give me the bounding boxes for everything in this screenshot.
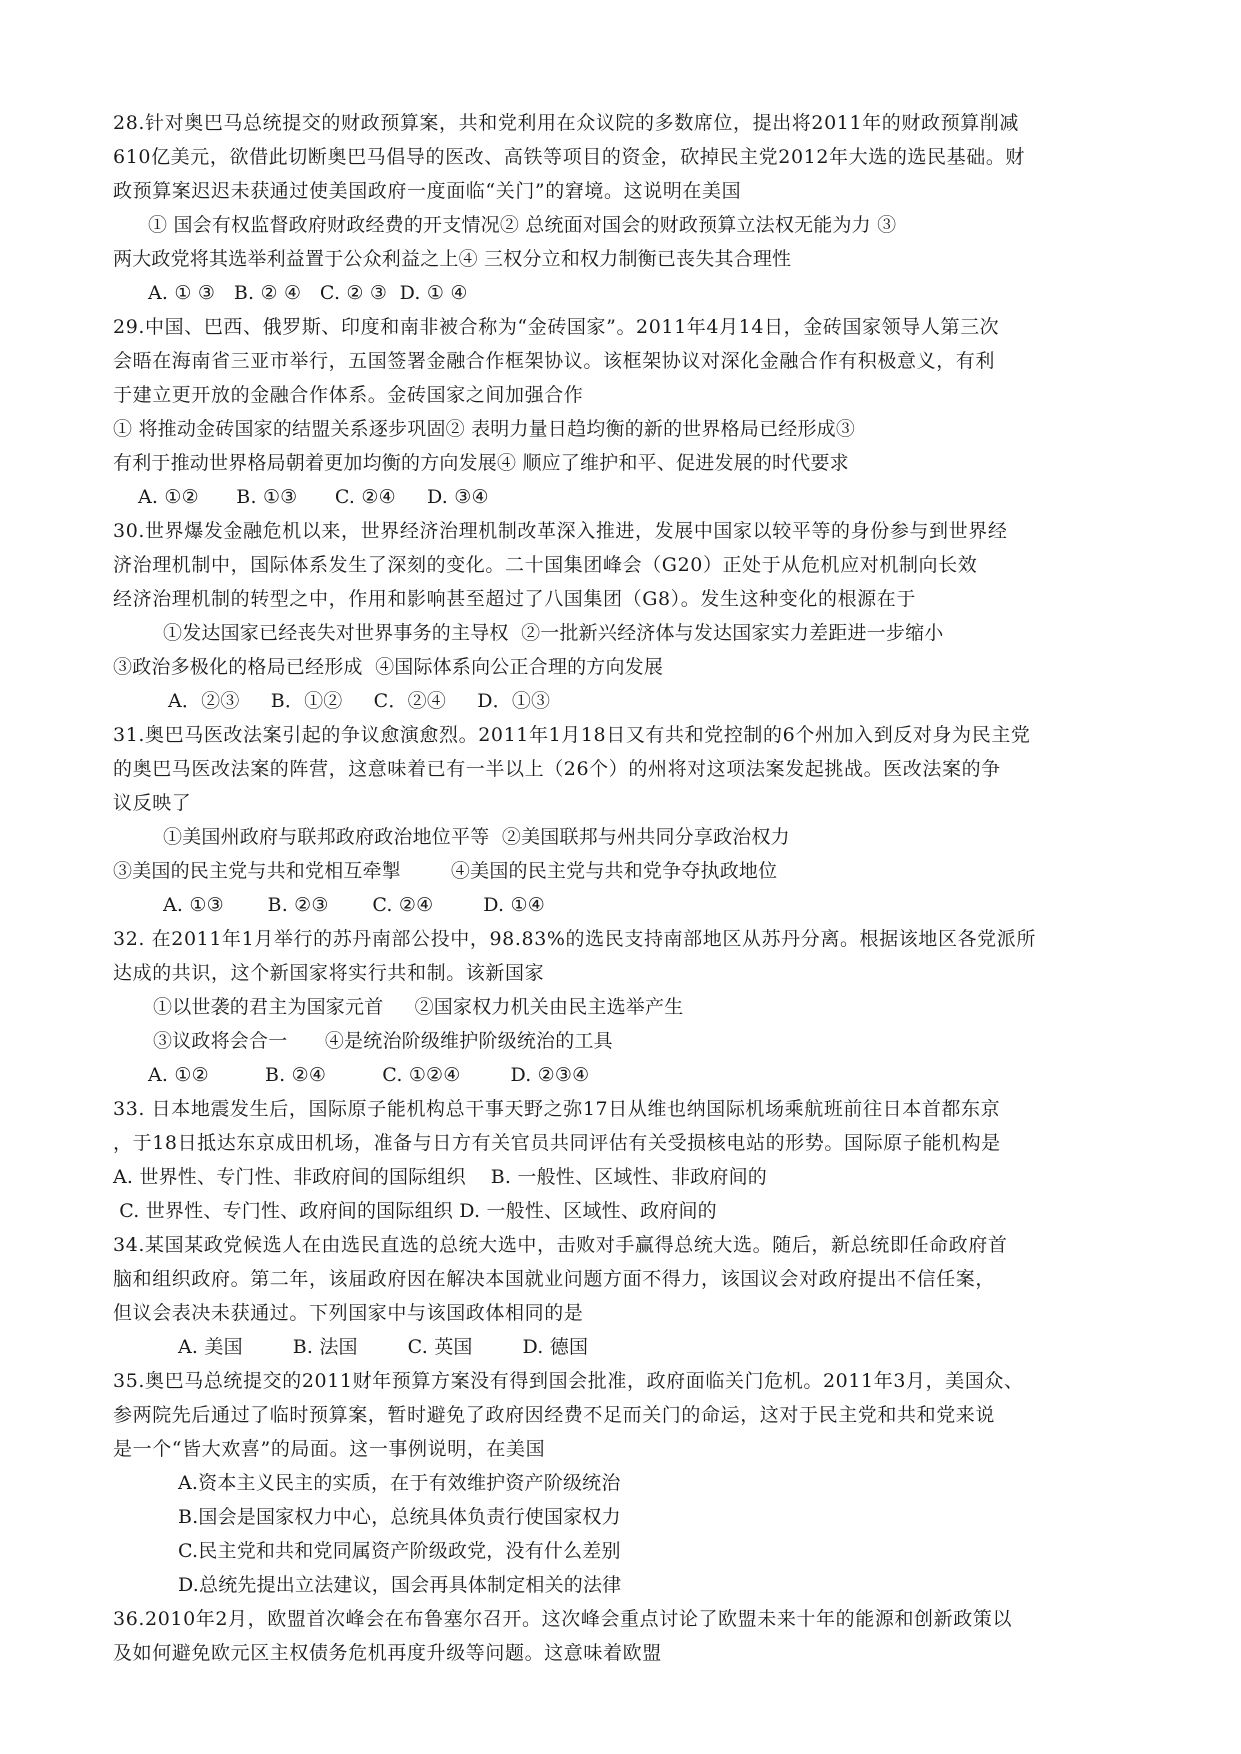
question-33-stem-line-1: 33. 日本地震发生后，国际原子能机构总干事天野之弥17日从维也纳国际机场乘航班前往日本首都东京 — [113, 1098, 1001, 1120]
question-31-options: A. ①③ B. ②③ C. ②④ D. ①④ — [163, 894, 545, 916]
question-30-statements-line-2: ③政治多极化的格局已经形成 ④国际体系向公正合理的方向发展 — [113, 656, 664, 678]
question-31-statements-line-2: ③美国的民主党与共和党相互牵掣 ④美国的民主党与共和党争夺执政地位 — [113, 860, 778, 882]
question-28-statements-line-2: 两大政党将其选举利益置于公众利益之上④ 三权分立和权力制衡已丧失其合理性 — [113, 248, 792, 270]
question-33-options-line-2: C. 世界性、专门性、政府间的国际组织 D. 一般性、区域性、政府间的 — [113, 1200, 717, 1222]
question-34-stem-line-1: 34.某国某政党候选人在由选民直选的总统大选中，击败对手赢得总统大选。随后，新总统即任命政府首 — [113, 1234, 1008, 1256]
question-29-statements-line-1: ① 将推动金砖国家的结盟关系逐步巩固② 表明力量日趋均衡的新的世界格局已经形成③ — [113, 418, 856, 440]
question-28-stem-line-2: 610亿美元，欲借此切断奥巴马倡导的医改、高铁等项目的资金，砍掉民主党2012年大选的选民基础。财 — [113, 146, 1026, 168]
question-32-stem-line-2: 达成的共识，这个新国家将实行共和制。该新国家 — [113, 962, 545, 984]
question-29-statements-line-2: 有利于推动世界格局朝着更加均衡的方向发展④ 顺应了维护和平、促进发展的时代要求 — [113, 452, 849, 474]
question-30-stem-line-2: 济治理机制中，国际体系发生了深刻的变化。二十国集团峰会（G20）正处于从危机应对机制向长效 — [113, 554, 978, 576]
question-35-option-c: C.民主党和共和党同属资产阶级政党，没有什么差别 — [178, 1540, 621, 1562]
question-29-stem-line-1: 29.中国、巴西、俄罗斯、印度和南非被合称为“金砖国家”。2011年4月14日，金砖国家领导人第三次 — [113, 316, 1000, 338]
question-32-options: A. ①② B. ②④ C. ①②④ D. ②③④ — [148, 1064, 590, 1086]
question-33-options-line-1: A. 世界性、专门性、非政府间的国际组织 B. 一般性、区域性、非政府间的 — [113, 1166, 768, 1188]
question-29-stem-line-3: 于建立更开放的金融合作体系。金砖国家之间加强合作 — [113, 384, 584, 406]
question-33-stem-line-2: ，于18日抵达东京成田机场，准备与日方有关官员共同评估有关受损核电站的形势。国际原子能机构是 — [113, 1132, 1001, 1154]
question-30-stem-line-1: 30.世界爆发金融危机以来，世界经济治理机制改革深入推进，发展中国家以较平等的身份参与到世界经 — [113, 520, 1008, 542]
question-34-options: A. 美国 B. 法国 C. 英国 D. 德国 — [178, 1336, 589, 1358]
question-34-stem-line-3: 但议会表决未获通过。下列国家中与该国政体相同的是 — [113, 1302, 584, 1324]
question-28-stem-line-1: 28.针对奥巴马总统提交的财政预算案，共和党利用在众议院的多数席位，提出将2011年的财政预算削减 — [113, 112, 1019, 134]
question-28-statements-line-1: ① 国会有权监督政府财政经费的开支情况② 总统面对国会的财政预算立法权无能为力 ③ — [148, 214, 897, 236]
question-34-stem-line-2: 脑和组织政府。第二年，该届政府因在解决本国就业问题方面不得力，该国议会对政府提出不信任案， — [113, 1268, 996, 1290]
question-36-stem-line-2: 及如何避免欧元区主权债务危机再度升级等问题。这意味着欧盟 — [113, 1642, 662, 1664]
question-32-statements-line-1: ①以世袭的君主为国家元首 ②国家权力机关由民主选举产生 — [153, 996, 684, 1018]
question-35-option-a: A.资本主义民主的实质，在于有效维护资产阶级统治 — [178, 1472, 621, 1494]
question-32-stem-line-1: 32. 在2011年1月举行的苏丹南部公投中，98.83%的选民支持南部地区从苏丹分离。根据该地区各党派所 — [113, 928, 1036, 950]
question-35-stem-line-3: 是一个“皆大欢喜”的局面。这一事例说明，在美国 — [113, 1438, 546, 1460]
question-35-stem-line-2: 参两院先后通过了临时预算案，暂时避免了政府因经费不足而关门的命运，这对于民主党和共和党来说 — [113, 1404, 996, 1426]
question-31-stem-line-3: 议反映了 — [113, 792, 192, 814]
question-35-option-d: D.总统先提出立法建议，国会再具体制定相关的法律 — [178, 1574, 622, 1596]
question-31-statements-line-1: ①美国州政府与联邦政府政治地位平等 ②美国联邦与州共同分享政治权力 — [163, 826, 790, 848]
question-35-option-b: B.国会是国家权力中心，总统具体负责行使国家权力 — [178, 1506, 621, 1528]
question-30-stem-line-3: 经济治理机制的转型之中，作用和影响甚至超过了八国集团（G8）。发生这种变化的根源在于 — [113, 588, 916, 610]
question-36-stem-line-1: 36.2010年2月，欧盟首次峰会在布鲁塞尔召开。这次峰会重点讨论了欧盟未来十年的能源和创新政策以 — [113, 1608, 1013, 1630]
question-35-stem-line-1: 35.奥巴马总统提交的2011财年预算方案没有得到国会批准，政府面临关门危机。2011年3月，美国众、 — [113, 1370, 1024, 1392]
question-30-statements-line-1: ①发达国家已经丧失对世界事务的主导权 ②一批新兴经济体与发达国家实力差距进一步缩小 — [163, 622, 944, 644]
question-30-options: A．②③ B．①② C．②④ D．①③ — [168, 690, 551, 712]
question-32-statements-line-2: ③议政将会合一 ④是统治阶级维护阶级统治的工具 — [153, 1030, 613, 1052]
question-31-stem-line-1: 31.奥巴马医改法案引起的争议愈演愈烈。2011年1月18日又有共和党控制的6个州加入到反对身为民主党 — [113, 724, 1031, 746]
question-28-stem-line-3: 政预算案迟迟未获通过使美国政府一度面临“关门”的窘境。这说明在美国 — [113, 180, 742, 202]
question-28-options: A. ① ③ B. ② ④ C. ② ③ D. ① ④ — [148, 282, 468, 304]
question-29-stem-line-2: 会晤在海南省三亚市举行，五国签署金融合作框架协议。该框架协议对深化金融合作有积极意义，有利 — [113, 350, 996, 372]
question-31-stem-line-2: 的奥巴马医改法案的阵营，这意味着已有一半以上（26个）的州将对这项法案发起挑战。医改法案的争 — [113, 758, 1001, 780]
question-29-options: A. ①② B. ①③ C. ②④ D. ③④ — [138, 486, 489, 508]
